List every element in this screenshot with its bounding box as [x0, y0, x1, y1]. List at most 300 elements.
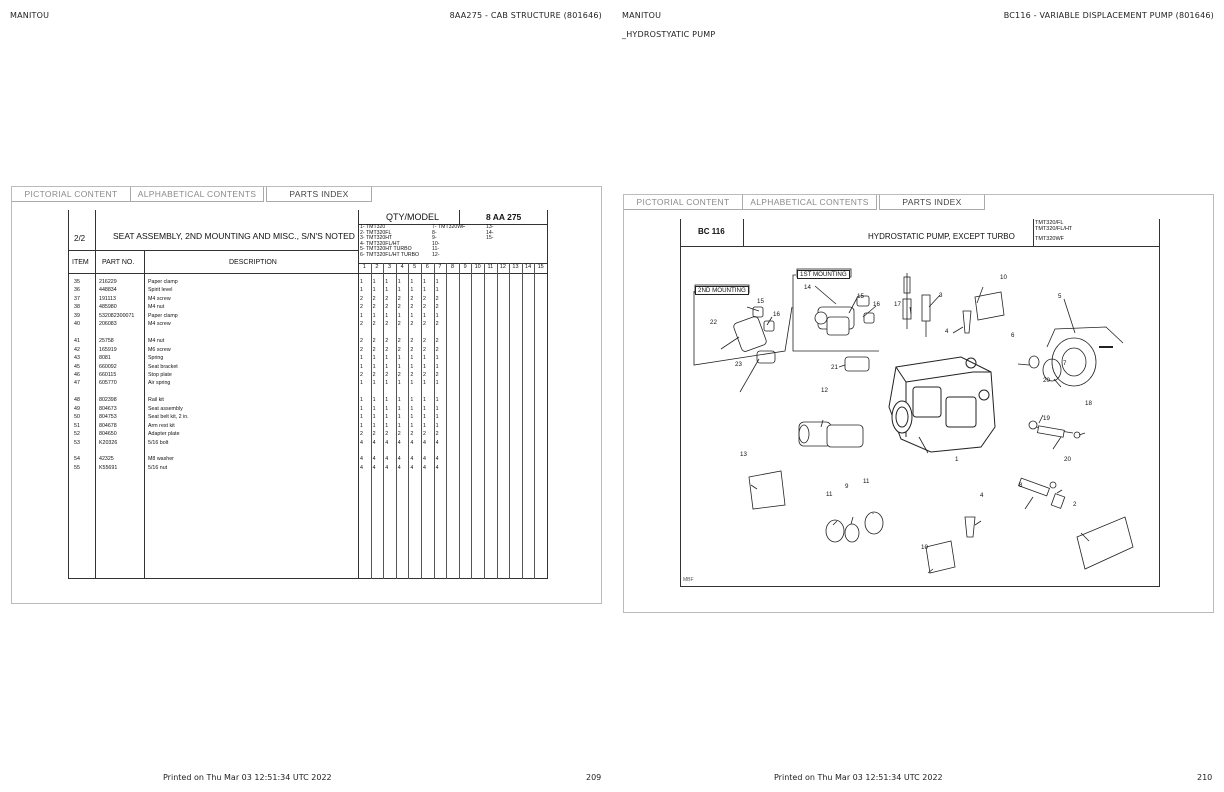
qty-value: 1 [435, 397, 439, 404]
callout-16-2nd: 16 [773, 311, 780, 318]
qty-value: 1 [435, 422, 439, 429]
part-number: 802398 [99, 397, 117, 404]
exploded-pump-diagram [681, 247, 1158, 585]
sheet-heading: SEAT ASSEMBLY, 2ND MOUNTING AND MISC., S/N'S NOTED [113, 231, 355, 241]
qty-value: 1 [360, 363, 363, 370]
part-description: M8 washer [148, 456, 174, 463]
qty-value: 2 [360, 346, 363, 353]
qty-value: 2 [435, 431, 439, 438]
main-pump-body [889, 357, 995, 452]
decal-2 [1077, 517, 1133, 569]
qty-value: 2 [397, 346, 401, 353]
item-number: 39 [74, 312, 80, 319]
qty-value: 1 [397, 422, 401, 429]
item-number: 45 [74, 363, 80, 370]
qty-col-header: 10 [474, 264, 481, 270]
part-description: M4 nut [148, 304, 165, 311]
qty-value: 4 [435, 464, 439, 471]
item-number: 52 [74, 431, 80, 438]
qty-value: 2 [397, 295, 401, 302]
valve-8 [1019, 478, 1065, 508]
part-number: 660092 [99, 363, 117, 370]
qty-value: 2 [435, 371, 439, 378]
table-row [68, 423, 548, 431]
callout-3: 3 [939, 292, 943, 299]
tab-parts-index[interactable]: PARTS INDEX [879, 195, 985, 210]
qty-value: 2 [410, 431, 414, 438]
tab-pictorial-content[interactable]: PICTORIAL CONTENT [624, 195, 743, 210]
qty-value: 1 [385, 363, 389, 370]
qty-value: 4 [360, 439, 363, 446]
qty-value: 1 [372, 405, 376, 412]
label-1st-mounting: 1ST MOUNTING [797, 270, 850, 279]
callout-8: 8 [1019, 482, 1023, 489]
qty-value: 1 [385, 422, 389, 429]
col-part-header: PART NO. [102, 259, 135, 266]
qty-col-header: 11 [487, 264, 494, 270]
part-description: M4 nut [148, 338, 165, 345]
item-number: 47 [74, 380, 80, 387]
qty-value: 1 [410, 397, 414, 404]
qty-value: 4 [385, 456, 389, 463]
col-desc-header: DESCRIPTION [229, 259, 277, 266]
qty-col-header: 8 [450, 264, 455, 270]
qty-value: 2 [435, 304, 439, 311]
item-number: 37 [74, 295, 80, 302]
qty-value: 2 [397, 338, 401, 345]
qty-value: 2 [385, 371, 389, 378]
qty-value: 1 [423, 279, 426, 285]
callout-6: 6 [1011, 332, 1015, 339]
qty-col-header: 3 [387, 264, 392, 270]
parts-list-sheet [68, 210, 548, 580]
callout-15: 15 [857, 293, 864, 300]
qty-col-header: 9 [463, 264, 467, 270]
left-page-title: 8AA275 - CAB STRUCTURE (801646) [449, 11, 602, 20]
right-document-panel [623, 194, 1214, 613]
part-description: M4 screw [148, 295, 171, 302]
qty-col-header: 4 [400, 264, 404, 270]
qty-value: 1 [385, 405, 389, 412]
part-number: K55691 [99, 464, 118, 471]
callout-15-2nd: 15 [757, 298, 764, 305]
qty-value: 1 [397, 312, 401, 319]
qty-col-header: 13 [512, 264, 519, 270]
table-row [68, 321, 548, 329]
part-description: 5/16 nut [148, 464, 168, 471]
qty-value: 1 [410, 312, 414, 319]
callout-19: 19 [1043, 415, 1050, 422]
qty-value: 4 [423, 439, 426, 446]
qty-col-header: 5 [413, 264, 417, 270]
second-mounting-valve [733, 307, 775, 363]
qty-value: 4 [397, 456, 401, 463]
qty-value: 2 [423, 338, 426, 345]
qty-value: 4 [410, 439, 414, 446]
part-number: 532082300071 [99, 312, 135, 319]
qty-value: 1 [397, 380, 401, 387]
qty-value: 2 [410, 304, 414, 311]
qty-value: 2 [397, 431, 401, 438]
callout-22: 22 [710, 319, 717, 326]
part-description: Seat assembly [148, 405, 183, 412]
qty-value: 4 [397, 439, 401, 446]
callout-13: 13 [740, 451, 747, 458]
table-row [68, 347, 548, 355]
qty-value: 1 [423, 363, 426, 370]
charge-pump-12 [799, 422, 863, 447]
right-page-title: BC116 - VARIABLE DISPLACEMENT PUMP (801646) [1003, 11, 1214, 20]
qty-value: 2 [372, 304, 376, 311]
part-description: Spirit level [148, 287, 173, 294]
part-description: Stop plate [148, 371, 172, 378]
qty-value: 2 [435, 321, 439, 328]
qty-value: 2 [423, 304, 426, 311]
item-number: 35 [74, 279, 80, 285]
callout-20-bottom: 20 [1064, 456, 1071, 463]
table-row [68, 279, 548, 287]
item-number: 36 [74, 287, 80, 294]
tab-parts-index[interactable]: PARTS INDEX [266, 187, 372, 202]
qty-value: 1 [423, 355, 426, 362]
table-row [68, 304, 548, 312]
corner-mark: MBF [683, 577, 694, 583]
part-number: 216229 [99, 279, 117, 285]
qty-value: 1 [435, 355, 439, 362]
qty-value: 1 [423, 422, 426, 429]
qty-value: 4 [372, 464, 376, 471]
part-number: 485980 [99, 304, 117, 311]
right-tab-bar [624, 195, 985, 210]
decal-13 [749, 471, 785, 509]
qty-value: 2 [435, 338, 439, 345]
part-description: Air spring [148, 380, 171, 387]
callout-7: 7 [1063, 360, 1067, 367]
part-number: 42325 [99, 456, 114, 463]
qty-value: 1 [360, 422, 363, 429]
item-number: 48 [74, 397, 80, 404]
right-page-subtitle: _HYDROSTYATIC PUMP [622, 30, 716, 39]
callout-5: 5 [1058, 293, 1062, 300]
left-tab-bar [12, 187, 372, 202]
qty-value: 1 [435, 380, 439, 387]
table-row [68, 364, 548, 372]
sheet-code: 8 AA 275 [486, 212, 522, 222]
qty-value: 1 [372, 363, 376, 370]
tab-alphabetical-contents[interactable]: ALPHABETICAL CONTENTS [131, 187, 264, 202]
part-description: Seat bracket [148, 363, 178, 370]
qty-col-header: 14 [525, 264, 532, 270]
item-number: 41 [74, 338, 80, 345]
qty-value: 2 [397, 371, 401, 378]
part-number: 804678 [99, 422, 117, 429]
table-row [68, 431, 548, 439]
model-list-1: 1- TMT320 2- TMT320FL 3- TMT320HT 4- TMT320FL/HT 5- TMT320HT TURBO 6- TMT320FL/HT TURBO [360, 224, 420, 258]
qty-value: 1 [435, 405, 439, 412]
qty-value: 1 [435, 279, 439, 285]
qty-value: 1 [410, 287, 414, 294]
callout-17: 17 [894, 301, 901, 308]
qty-value: 4 [385, 464, 389, 471]
item-number: 49 [74, 405, 80, 412]
qty-col-header: 6 [425, 264, 429, 270]
qty-value: 1 [397, 355, 401, 362]
qty-value: 1 [360, 405, 363, 412]
qty-value: 2 [423, 295, 426, 302]
qty-value: 2 [410, 321, 414, 328]
qty-value: 1 [397, 405, 401, 412]
item-number: 38 [74, 304, 80, 311]
part-number: 804650 [99, 431, 117, 438]
qty-value: 4 [385, 439, 389, 446]
qty-value: 2 [372, 338, 376, 345]
qty-value: 2 [423, 371, 426, 378]
left-footer-printed: Printed on Thu Mar 03 12:51:34 UTC 2022 [163, 773, 332, 782]
qty-value: 2 [385, 304, 389, 311]
qty-value: 1 [423, 397, 426, 404]
table-row [68, 380, 548, 388]
qty-value: 1 [397, 397, 401, 404]
qty-value: 1 [410, 355, 414, 362]
qty-value: 1 [410, 405, 414, 412]
qty-value: 1 [360, 397, 363, 404]
part-number: 804673 [99, 405, 117, 412]
qty-value: 2 [423, 346, 426, 353]
table-row [68, 338, 548, 346]
qty-value: 1 [372, 287, 376, 294]
qty-value: 1 [360, 279, 363, 285]
qty-col-header: 12 [499, 264, 506, 270]
part-number: 8081 [99, 355, 111, 362]
callout-4-bottom: 4 [980, 492, 984, 499]
part-number: 25758 [99, 338, 114, 345]
qty-value: 1 [423, 287, 426, 294]
item-number: 51 [74, 422, 80, 429]
part-description: Rail kit [148, 397, 164, 404]
qty-value: 4 [372, 456, 376, 463]
callout-9: 9 [845, 483, 849, 490]
qty-value: 1 [360, 380, 363, 387]
qty-value: 1 [385, 287, 389, 294]
qty-value: 1 [372, 422, 376, 429]
table-row [68, 397, 548, 405]
qty-value: 2 [372, 321, 376, 328]
qty-value: 1 [423, 380, 426, 387]
tab-alphabetical-contents[interactable]: ALPHABETICAL CONTENTS [743, 195, 877, 210]
callout-21: 21 [831, 364, 838, 371]
table-row [68, 296, 548, 304]
qty-value: 1 [385, 414, 389, 421]
qty-value: 2 [360, 338, 363, 345]
qty-value: 2 [385, 338, 389, 345]
callout-23: 23 [735, 361, 742, 368]
table-row [68, 456, 548, 464]
qty-value: 4 [435, 439, 439, 446]
qty-value: 1 [385, 279, 389, 285]
label-2nd-mounting: 2ND MOUNTING [695, 286, 749, 295]
callout-4-top: 4 [945, 328, 949, 335]
part-number: 206083 [99, 321, 117, 328]
qty-value: 1 [410, 279, 414, 285]
qty-value: 1 [397, 363, 401, 370]
qty-value: 4 [435, 456, 439, 463]
part-description: Adapter plate [148, 431, 180, 438]
qty-value: 1 [423, 312, 426, 319]
table-row [68, 465, 548, 473]
qty-value: 1 [410, 363, 414, 370]
part-number: 605770 [99, 380, 117, 387]
part-number: 448834 [99, 287, 117, 294]
qty-value: 2 [397, 321, 401, 328]
table-row [68, 414, 548, 422]
left-brand: MANITOU [10, 11, 50, 20]
qty-value: 2 [385, 431, 389, 438]
part-description: Paper clamp [148, 279, 178, 285]
qty-value: 1 [360, 312, 363, 319]
qty-col-header: 2 [375, 264, 379, 270]
qty-value: 1 [385, 380, 389, 387]
qty-value: 1 [423, 414, 426, 421]
right-footer-printed: Printed on Thu Mar 03 12:51:34 UTC 2022 [774, 773, 943, 782]
item-number: 42 [74, 346, 80, 353]
part-number: 191113 [99, 295, 116, 302]
qty-model-label: QTY/MODEL [386, 212, 440, 222]
diagram-sheet [680, 219, 1160, 588]
qty-value: 2 [423, 321, 426, 328]
qty-value: 1 [385, 355, 389, 362]
qty-value: 1 [372, 397, 376, 404]
tab-pictorial-content[interactable]: PICTORIAL CONTENT [12, 187, 131, 202]
qty-col-header: 1 [362, 264, 366, 270]
part-description: 5/16 bolt [148, 439, 169, 446]
qty-value: 1 [397, 279, 401, 285]
diagram-code: BC 116 [698, 227, 725, 236]
part-description: Paper clamp [148, 312, 178, 319]
table-row [68, 355, 548, 363]
qty-value: 2 [372, 295, 376, 302]
qty-value: 4 [410, 456, 414, 463]
qty-value: 4 [410, 464, 414, 471]
qty-value: 1 [385, 312, 389, 319]
qty-value: 2 [385, 346, 389, 353]
callout-12: 12 [821, 387, 828, 394]
qty-value: 1 [372, 414, 376, 421]
part-description: M4 screw [148, 321, 171, 328]
qty-value: 2 [360, 371, 363, 378]
qty-value: 1 [372, 279, 376, 285]
callout-1: 1 [955, 456, 959, 463]
qty-value: 2 [385, 295, 389, 302]
qty-value: 1 [372, 355, 376, 362]
qty-value: 2 [435, 346, 439, 353]
qty-value: 2 [372, 346, 376, 353]
callout-16: 16 [873, 301, 880, 308]
qty-value: 2 [360, 295, 363, 302]
part-21 [845, 357, 869, 371]
qty-col-header: 15 [537, 264, 544, 270]
right-page-number: 210 [1197, 773, 1213, 782]
table-row [68, 372, 548, 380]
qty-value: 2 [372, 431, 376, 438]
qty-value: 1 [372, 380, 376, 387]
left-document-panel [11, 186, 602, 604]
sheet-page-ref: 2/2 [74, 234, 86, 243]
col-item-header: ITEM [72, 259, 89, 266]
qty-value: 1 [435, 414, 439, 421]
part-description: Arm rest kit [148, 422, 175, 429]
qty-value: 2 [435, 295, 439, 302]
qty-value: 2 [397, 304, 401, 311]
qty-value: 4 [397, 464, 401, 471]
item-number: 53 [74, 439, 80, 446]
qty-value: 1 [372, 312, 376, 319]
part-description: Seat belt kit, 2 in. [148, 414, 189, 421]
qty-col-header: 7 [438, 264, 442, 270]
callout-10-top: 10 [1000, 274, 1007, 281]
qty-value: 1 [423, 405, 426, 412]
qty-value: 4 [423, 456, 426, 463]
item-number: 40 [74, 321, 80, 328]
qty-value: 2 [385, 321, 389, 328]
qty-value: 1 [397, 414, 401, 421]
callout-20-top: 20 [1043, 377, 1050, 384]
callout-2: 2 [1073, 501, 1077, 508]
part-number: 165919 [99, 346, 117, 353]
callout-11-left: 11 [826, 491, 833, 498]
decal-10-bottom [926, 541, 955, 573]
diagram-models: TMT320/FL TMT320/FL/HT TMT320WF [1035, 220, 1073, 242]
callout-14: 14 [804, 284, 811, 291]
item-number: 54 [74, 456, 80, 463]
qty-value: 2 [360, 431, 363, 438]
item-number: 43 [74, 355, 80, 362]
item-number: 55 [74, 464, 80, 471]
qty-value: 1 [397, 287, 401, 294]
model-list-3: 13- 14- 15- [486, 224, 494, 242]
qty-value: 4 [372, 439, 376, 446]
qty-value: 2 [410, 346, 414, 353]
qty-value: 2 [410, 371, 414, 378]
qty-value: 4 [423, 464, 426, 471]
item-number: 50 [74, 414, 80, 421]
qty-value: 2 [410, 295, 414, 302]
qty-value: 1 [410, 380, 414, 387]
qty-value: 2 [360, 304, 363, 311]
qty-value: 4 [360, 464, 363, 471]
qty-value: 1 [360, 287, 363, 294]
left-page-number: 209 [586, 773, 602, 782]
part-number: K20326 [99, 439, 118, 446]
qty-value: 2 [410, 338, 414, 345]
qty-value: 1 [385, 397, 389, 404]
qty-value: 2 [372, 371, 376, 378]
table-row [68, 406, 548, 414]
qty-value: 4 [360, 456, 363, 463]
table-row [68, 313, 548, 321]
callout-11-right: 11 [863, 478, 870, 485]
callout-18: 18 [1085, 400, 1092, 407]
part-number: 660115 [99, 371, 117, 378]
qty-value: 1 [410, 422, 414, 429]
qty-value: 1 [435, 312, 439, 319]
qty-value: 2 [423, 431, 426, 438]
table-row [68, 287, 548, 295]
table-row [68, 440, 548, 448]
relief-valve-19 [1029, 421, 1080, 438]
qty-value: 1 [435, 287, 439, 294]
qty-value: 2 [360, 321, 363, 328]
model-list-2: 7- TMT320WF 8- 9- 10- 11- 12- [432, 224, 466, 258]
